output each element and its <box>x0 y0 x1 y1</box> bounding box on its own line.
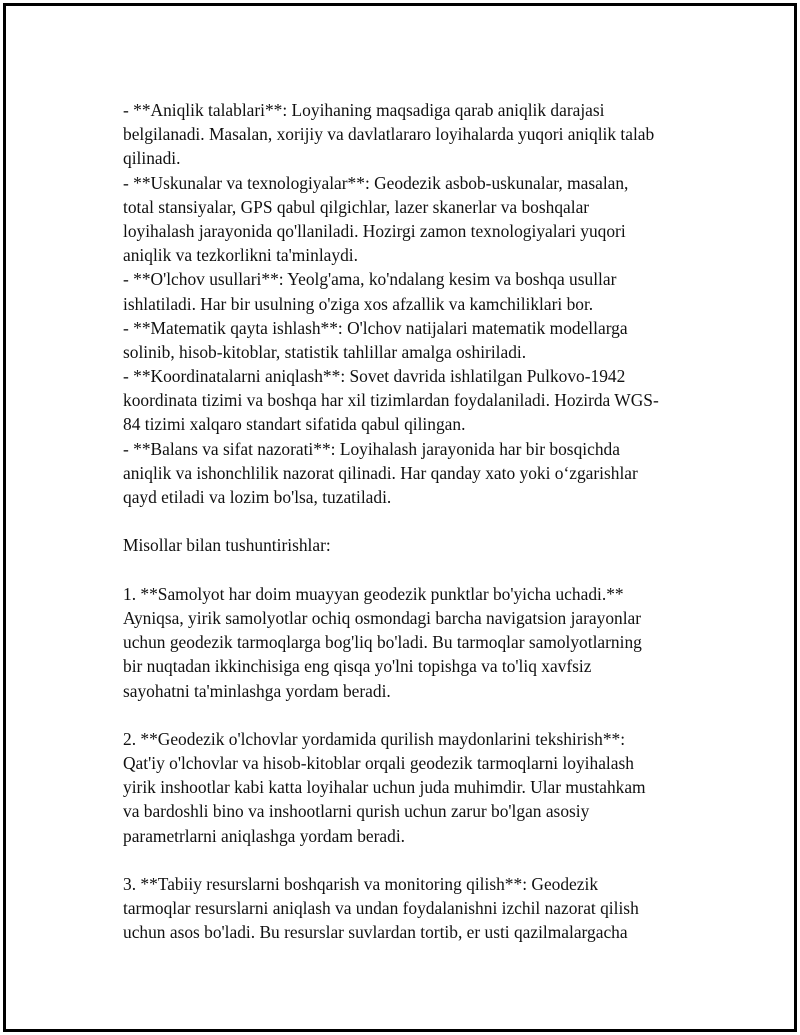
text-line: Qat'iy o'lchovlar va hisob-kitoblar orqali geodezik tarmoqlarni loyihalash <box>123 753 634 774</box>
paragraph-gap <box>123 509 693 533</box>
text-line: total stansiyalar, GPS qabul qilgichlar, lazer skanerlar va boshqalar <box>123 196 590 217</box>
text-line: qayd etiladi va lozim bo'lsa, tuzatiladi. <box>123 487 392 507</box>
text-line: aniqlik va tezkorlikni ta'minlaydi. <box>123 245 358 266</box>
document-body <box>123 98 693 945</box>
text-line: va bardoshli bino va inshootlarni qurish uchun zarur bo'lgan asosiy <box>123 801 590 822</box>
example-item <box>123 727 693 848</box>
text-line: qilinadi. <box>123 148 181 169</box>
text-line: yirik inshootlar kabi katta loyihalar uchun juda muhimdir. Ular mustahkam <box>123 777 646 798</box>
text-line: tarmoqlar resurslarni aniqlash va undan foydalanishni izchil nazorat qilish <box>123 898 639 919</box>
paragraph-gap <box>123 848 693 872</box>
bullet-item <box>123 316 693 364</box>
example-item <box>123 872 693 945</box>
text-line: 3. **Tabiiy resurslarni boshqarish va monitoring qilish**: Geodezik <box>123 874 599 894</box>
text-line: - **O'lchov usullari**: Yeolg'ama, ko'ndalang kesim va boshqa usullar <box>123 269 617 290</box>
bullet-item <box>123 171 693 268</box>
text-line: aniqlik va ishonchlilik nazorat qilinadi. Har qanday xato yoki o‘zgarishlar <box>123 462 638 483</box>
bullet-item <box>123 267 693 315</box>
text-line: - **Uskunalar va texnologiyalar**: Geodezik asbob-uskunalar, masalan, <box>123 172 629 193</box>
paragraph-gap <box>123 703 693 727</box>
text-line: koordinata tizimi va boshqa har xil tizimlardan foydalaniladi. Hozirda WGS- <box>123 390 659 411</box>
text-line: belgilanadi. Masalan, xorijiy va davlatlararo loyihalarda yuqori aniqlik talab <box>123 124 655 145</box>
bullet-item <box>123 364 693 437</box>
text-line: 1. **Samolyot har doim muayyan geodezik punktlar bo'yicha uchadi.** <box>123 583 624 604</box>
text-line: uchun asos bo'ladi. Bu resurslar suvlardan tortib, er usti qazilmalargacha <box>123 922 628 943</box>
bullet-item <box>123 437 693 510</box>
text-line: ishlatiladi. Har bir usulning o'ziga xos afzallik va kamchiliklari bor. <box>123 293 594 314</box>
section-heading: Misollar bilan tushuntirishlar: <box>123 535 331 556</box>
example-item <box>123 582 693 703</box>
text-line: Ayniqsa, yirik samolyotlar ochiq osmondagi barcha navigatsion jarayonlar <box>123 607 642 628</box>
text-line: - **Balans va sifat nazorati**: Loyihalash jarayonida har bir bosqichda <box>123 438 620 459</box>
text-line: loyihalash jarayonida qo'llaniladi. Hozirgi zamon texnologiyalari yuqori <box>123 220 626 241</box>
page-frame <box>3 3 797 1032</box>
text-line: 2. **Geodezik o'lchovlar yordamida qurilish maydonlarini tekshirish**: <box>123 728 626 749</box>
text-line: parametrlarni aniqlashga yordam beradi. <box>123 825 405 846</box>
text-line: bir nuqtadan ikkinchisiga eng qisqa yo'lni topishga va to'liq xavfsiz <box>123 656 592 677</box>
text-line: sayohatni ta'minlashga yordam beradi. <box>123 680 391 701</box>
paragraph-gap <box>123 558 693 582</box>
text-line: 84 tizimi xalqaro standart sifatida qabul qilingan. <box>123 414 466 435</box>
text-line: - **Aniqlik talablari**: Loyihaning maqsadiga qarab aniqlik darajasi <box>123 100 605 120</box>
bullet-item <box>123 98 693 171</box>
text-line: - **Koordinatalarni aniqlash**: Sovet davrida ishlatilgan Pulkovo-1942 <box>123 366 626 387</box>
text-line: uchun geodezik tarmoqlarga bog'liq bo'ladi. Bu tarmoqlar samolyotlarning <box>123 632 642 653</box>
text-line: - **Matematik qayta ishlash**: O'lchov natijalari matematik modellarga <box>123 317 628 338</box>
text-line: solinib, hisob-kitoblar, statistik tahlillar amalga oshiriladi. <box>123 341 527 362</box>
